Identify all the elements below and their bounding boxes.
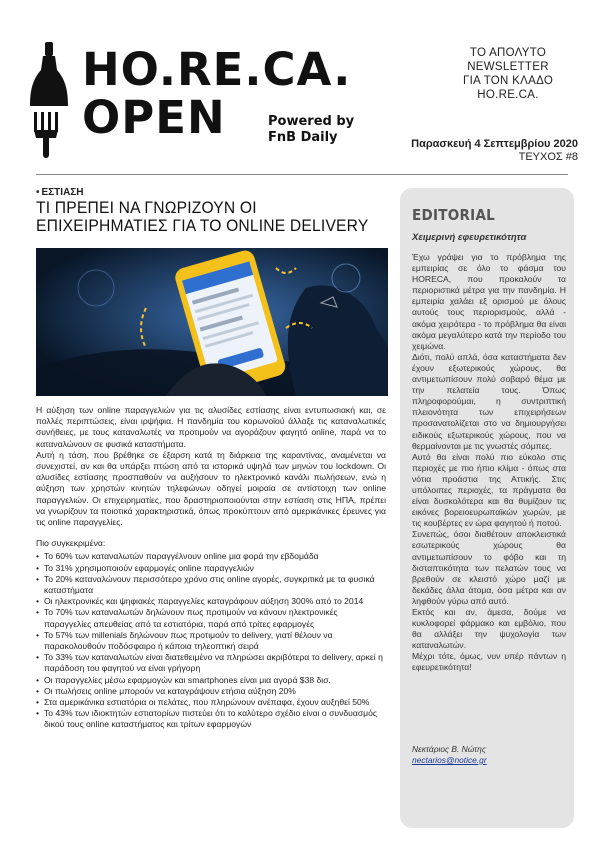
powered-by-line-2: FnB Daily: [268, 130, 338, 145]
editorial-heading: EDITORIAL: [412, 206, 496, 224]
article-paragraph: Η αύξηση των online παραγγελιών για τις αλυσίδες εστίασης είναι εντυπωσιακή και, σε πολλές περιπτώσεις, είναι ιρψήφια. Η πανδημία του κορωνοϊού άλλαξε τις καταναλωτικές συνήθειες, με τους καταναλωτές να προτιμούν να αγοράζουν φαγητό online, παρά να το καταναλώνουν σε φυσικά καταστήματα.: [36, 405, 386, 449]
list-item: • Οι ηλεκτρονικές και ψηφιακές παραγγελίες καταγράφουν αύξηση 300% από το 2014: [36, 596, 386, 607]
editorial-paragraph: Εκτός και αν, άμεσα, δούμε να κυκλοφορεί φάρμακο και εμβόλιο, που θα αλλάξει την ψυχολογία των καταναλωτών.: [412, 607, 566, 651]
header-divider: [36, 174, 568, 175]
editorial-paragraph: Συνεπώς, όσοι διαθέτουν αποκλειστικά εσωτερικούς χώρους θα αντιμετωπίσουν το φόβο και τη δισταπτικότητα των πελατών τους να βρεθούν σε κλειστό χώρο μαζί με δεκάδες άλλα άτομα, όσα μέτρα και αν ληφθούν γύρω από αυτό.: [412, 529, 566, 606]
editorial-author: Νεκτάριος Β. Νώτης: [412, 744, 486, 754]
list-item: • Το 31% χρησιμοποιούν εφαρμογές online παραγγελιών: [36, 563, 386, 574]
bottle-fork-logo-icon: [26, 40, 72, 160]
newsletter-header: [0, 0, 600, 175]
list-item: • Το 43% των ιδιοκτητών εστιατορίων πιστεύει ότι το καλύτερο σχέδιο είναι ο συνδυασμός δικού τους online καταστήματος και τρίτων εφαρμογών: [36, 708, 386, 730]
list-intro: Πιο συγκεκριμένα:: [36, 538, 106, 549]
article-paragraph: Αυτή η τάση, που βρέθηκε σε έξαρση κατά τη διάρκεια της καραντίνας, αναμένεται να συνεχιστεί, αν και θα υπάρξει πτώση από τα ιστορικά υψηλά των μηνών του lockdown. Οι αλυσίδες εστίασης προσπαθούν να αυξήσουν το ηλεκτρονικό κανάλι πωλήσεων, ενώ η αύξηση των χρηστών κινητών τηλεφώνων οδηγεί μοιραία σε αντίστοιχη των online παραγγελιών. Οι επιχειρηματίες, που δραστηριοποιούνται στην εστίαση στις ΗΠΑ, πρέπει να γνωρίζουν τα ποιοτικά χαρακτηριστικά, όπως προκύπτουν από αμερικάνικες έρευνες για τις online παραγγελίες.: [36, 449, 386, 528]
article-photo: [36, 248, 388, 396]
tagline-line: ΓΙΑ ΤΟΝ ΚΛΑΔΟ: [462, 75, 554, 87]
article-title-line-2: ΕΠΙΧΕΙΡΗΜΑΤΙΕΣ ΓΙΑ ΤΟ ONLINE DELIVERY: [36, 216, 369, 235]
article-title: [36, 199, 386, 235]
list-item: • Οι παραγγελίες μέσω εφαρμογών και smartphones είναι μια αγορά $38 δισ.: [36, 675, 386, 686]
masthead-line-2: OPEN: [82, 91, 226, 144]
list-item: • Το 33% των καταναλωτών είναι διατεθειμένο να πληρώσει ακριβότερα το delivery, αρκεί η παράδοση του φαγητού να είναι γρήγορη: [36, 652, 386, 674]
stats-list: [36, 551, 386, 730]
editorial-paragraph: Διότι, πολύ απλά, όσα καταστήματα δεν έχουν εξωτερικούς χώρους, θα αντιμετωπίσουν πολύ σοβαρό θέμα με την πελατεία τους. Όπως πληροφορούμαι, η συντριπτική πλειονότητα των επιχειρήσεων προσανατολίζεται στο να δημιουργήσει ειδικούς εξωτερικούς χώρους, που να θερμαίνονται με τις γνωστές σόμπες.: [412, 351, 566, 451]
smartphone-delivery-image: [36, 248, 388, 396]
editorial-paragraph: Μέχρι τότε, όμως, νυν υπέρ πάντων η εφευρετικότητα!: [412, 651, 566, 673]
section-label: ΕΣΤΙΑΣΗ: [41, 187, 84, 198]
list-item: • Το 57% των millenials δηλώνουν πως προτιμούν το delivery, γιατί θέλουν να παρακολουθούν ποδόσφαιρο ή κάποια τηλεοπτική σειρά: [36, 630, 386, 652]
article-body: [36, 405, 386, 731]
tagline-line: NEWSLETTER: [467, 61, 549, 73]
tagline: [438, 46, 578, 102]
tagline-line: ΤΟ ΑΠΟΛΥΤΟ: [469, 47, 547, 59]
editorial-paragraph: Αυτό θα είναι πολύ πιο εύκολο στις περιοχές με πιο ήπιο κλίμα - όπως στα νότια προάστια της Αττικής. Στις υπόλοιπες περιοχές, τα πράγματα θα είναι δυσκολότερα και θα θυμίζουν τις εικόνες βορειοευρωπαϊκών χωρών, με τις κουβέρτες εν ώρα φαγητού ή ποτού.: [412, 451, 566, 529]
bullet-icon: •: [36, 187, 40, 198]
list-item: • Το 60% των καταναλωτών παραγγέλνουν online μια φορά την εβδομάδα: [36, 551, 386, 562]
article-header: [36, 187, 386, 235]
tagline-line: HO.RE.CA.: [477, 89, 539, 101]
powered-by: [268, 114, 354, 146]
editorial-subheading: Χειμερινή εφευρετικότητα: [412, 232, 527, 243]
article-section: [36, 187, 386, 198]
list-item: • Το 70% των καταναλωτών δηλώνουν πως προτιμούν να κάνουν ηλεκτρονικές παραγγελίες απευθείας από τα εστιατόρια, παρά από τρίτες εφαρμογές: [36, 607, 386, 629]
list-item: • Το 20% καταναλώνουν περισσότερο χρόνο στις online αγορές, συγκριτικά με τα φυσικά καταστήματα: [36, 574, 386, 596]
editorial-paragraph: Έχω γράψει για το πρόβλημα της εμπειρίας σε όλο το φάσμα του HORECA, που προκαλούν τα περιοριστικά μέτρα για την πανδημία. Η εμπειρία χαλάει εξ ορισμού με όλους αυτούς τους περιορισμούς, αλλά - ακόμα χειρότερα - το πρόβλημα θα είναι ακόμα μεγαλύτερο κατά την περίοδο του χειμώνα.: [412, 252, 566, 351]
masthead-line-1: HO.RE.CA.: [82, 43, 352, 96]
powered-by-line-1: Powered by: [268, 114, 355, 129]
issue-number: ΤΕΥΧΟΣ #8: [518, 151, 578, 163]
article-title-line-1: ΤΙ ΠΡΕΠΕΙ ΝΑ ΓΝΩΡΙΖΟΥΝ ΟΙ: [36, 198, 257, 217]
editorial-sidebar: [400, 188, 574, 828]
editorial-body: [412, 252, 566, 674]
issue-date: Παρασκευή 4 Σεπτεμβρίου 2020: [411, 138, 578, 150]
author-email-link[interactable]: nectarios@notice.gr: [412, 755, 487, 765]
list-item: • Στα αμερικάνικα εστιατόρια οι πελάτες, που πληρώνουν ανέπαφα, έχουν αυξηθεί 50%: [36, 697, 386, 708]
issue-info: [411, 138, 578, 164]
list-item: • Οι πωλήσεις online μπορούν να καταγράψουν ετήσια αύξηση 20%: [36, 686, 386, 697]
